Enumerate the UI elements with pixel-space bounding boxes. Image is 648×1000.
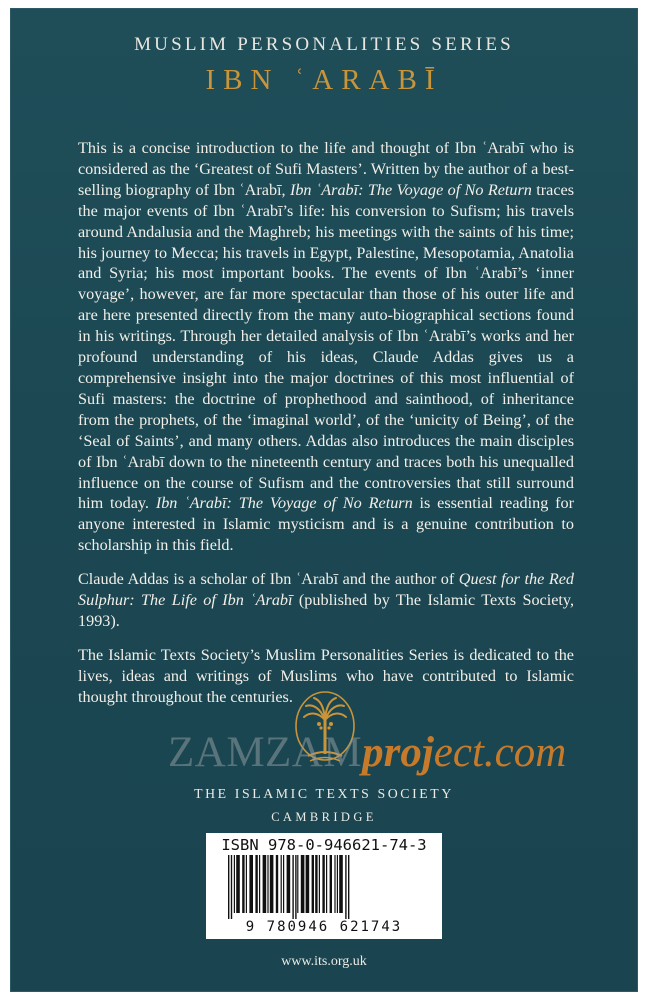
barcode-bar (287, 855, 291, 913)
publisher-website: www.its.org.uk (281, 954, 367, 969)
text-run: Claude Addas is a scholar of Ibn ʿArabī and the author of (78, 570, 459, 589)
barcode-bar (292, 855, 293, 919)
barcode-graphic (226, 855, 422, 919)
text-run: is essential reading for anyone interested in Islamic mysticism and is a genuine contribution to scholarship in this field. (78, 494, 575, 555)
barcode-bar (348, 855, 349, 919)
publisher-city: CAMBRIDGE (271, 810, 377, 824)
watermark-part-1: ZAMZAM (168, 729, 363, 776)
text-run: This is a concise introduction to the life and thought of Ibn ʿArabī who is considered as the ‘Greatest of Sufi Masters’. Written by the author of a best-selling biography of Ibn ʿArabī, (78, 139, 574, 199)
barcode-bar (228, 855, 229, 919)
barcode-bar (330, 855, 332, 913)
text-run: (published by The Islamic Texts Society, 1993). (78, 591, 574, 630)
book-title-italic: Ibn ʿArabī: The Voyage of No Return (289, 180, 532, 199)
isbn-barcode-panel (206, 833, 442, 939)
barcode-bar (259, 855, 260, 913)
book-title-italic: Ibn ʿArabī: The Voyage of No Return (155, 494, 413, 513)
barcode-bar (295, 855, 296, 919)
barcode-bar (345, 855, 346, 919)
text-run: The Islamic Texts Society’s Muslim Personalities Series is dedicated to the lives, ideas and writings of Muslims who have contributed to Islamic thought throughout the centuries. (78, 645, 574, 706)
barcode-bar (326, 855, 327, 913)
barcode-digits: 9 780946 621743 (245, 919, 403, 935)
barcode-bar (246, 855, 247, 913)
barcode-bar (315, 855, 317, 913)
barcode-bar (276, 855, 278, 913)
publisher-name: THE ISLAMIC TEXTS SOCIETY (194, 786, 454, 801)
watermark-part-2: proj (362, 729, 434, 776)
barcode-bar (281, 855, 282, 913)
book-title: IBN ʿARABĪ (205, 64, 443, 96)
barcode-bar (242, 855, 244, 913)
barcode-bar (231, 855, 232, 919)
isbn-label: ISBN 978-0-946621-74-3 (221, 836, 427, 854)
blurb-paragraph-2 (78, 569, 574, 632)
series-title: MUSLIM PERSONALITIES SERIES (134, 34, 514, 55)
book-title-italic: Quest for the Red Sulphur: The Life of Ibn ʿArabī (78, 570, 574, 610)
blurb-text (78, 138, 574, 721)
barcode-bar (301, 855, 305, 913)
barcode-bar (306, 855, 310, 913)
barcode-bar (319, 855, 320, 913)
barcode-bar (267, 855, 268, 913)
barcode-bar (337, 855, 338, 913)
barcode-bar (249, 855, 253, 913)
barcode-bar (234, 855, 235, 913)
barcode-bar (283, 855, 284, 913)
barcode-bar (339, 855, 343, 913)
text-run: traces the major events of Ibn ʿArabī’s life: his conversion to Sufism; his travels around Andalusia and the Maghreb; his meetings with the saints of his time; his journey to Mecca; his travels in Egypt, Palestine, Mesopotamia, Anatolia and Syria; his most important books. The events of Ibn ʿArabī’s ‘inner voyage’, however, are far more spectacular than those of his outer life and are here presented directly from the many auto-biographical sections found in his writings. Through her detailed analysis of Ibn ʿArabī’s works and her profound understanding of his ideas, Claude Addas gives us a comprehensive insight into the major doctrines of this most influential of Sufi masters: the doctrine of prophethood and sainthood, of inheritance from the prophets, of the ‘imaginal world’, of the ‘unicity of Being’, of the ‘Seal of Saints’, and many others. Addas also introduces the main disciples of Ibn ʿArabī down to the nineteenth century and traces both his unequalled influence on the course of Sufism and the controversies that still surround him today. (78, 180, 575, 513)
website-watermark (168, 728, 566, 777)
barcode-bar (270, 855, 274, 913)
barcode-bar (334, 855, 335, 913)
barcode-bar (297, 855, 298, 913)
barcode-bar (322, 855, 324, 913)
barcode-bar (312, 855, 314, 913)
barcode-bar (263, 855, 267, 913)
barcode-bar (236, 855, 240, 913)
barcode-bar (255, 855, 257, 913)
book-back-cover (10, 8, 638, 992)
watermark-part-3: ect.com (433, 729, 567, 776)
blurb-paragraph-1 (78, 138, 574, 556)
